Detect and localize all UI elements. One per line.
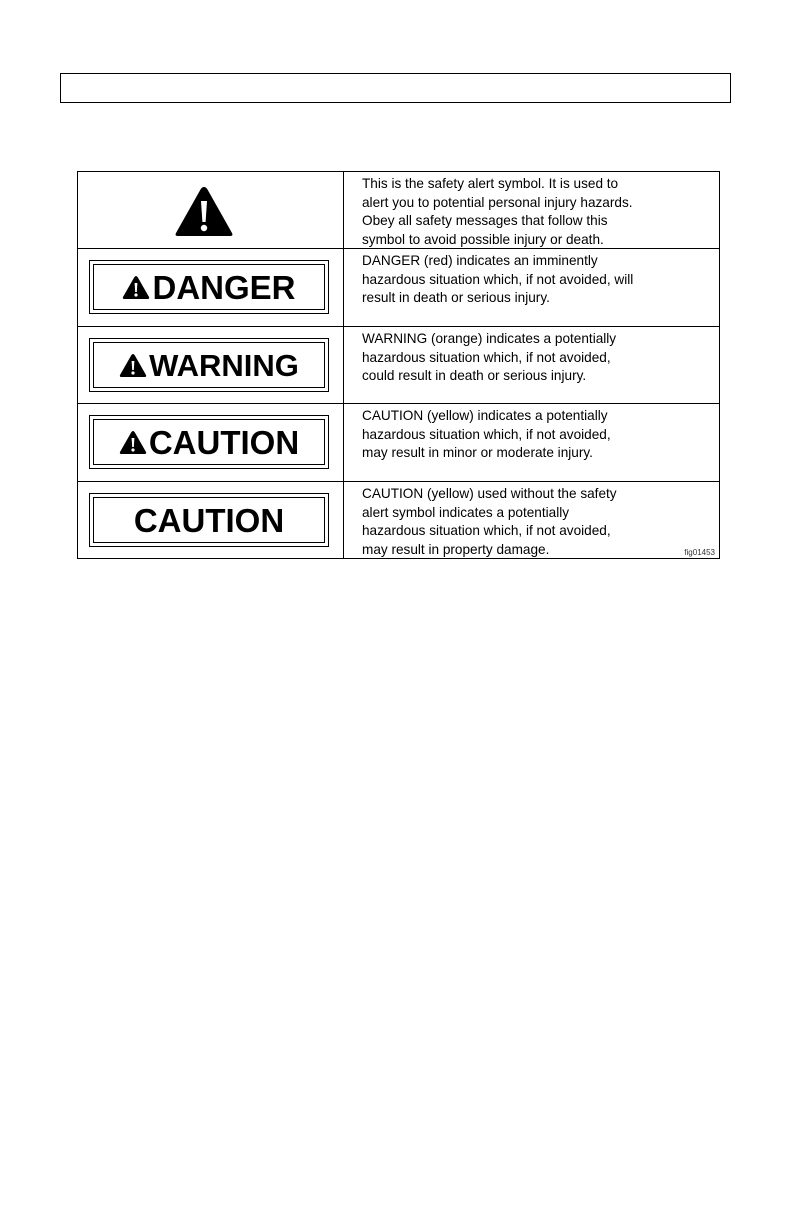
safety-alert-triangle-icon	[173, 184, 235, 239]
description-line: alert symbol indicates a potentially	[362, 504, 570, 520]
safety-alert-triangle-icon	[122, 275, 150, 300]
description-line: WARNING (orange) indicates a potentially	[362, 331, 617, 346]
symbol-cell	[78, 482, 344, 558]
safety-messages-table	[77, 171, 720, 559]
safety-alert-triangle-icon	[119, 430, 147, 455]
signal-word-danger: DANGER	[152, 268, 296, 306]
description-line: hazardous situation which, if not avoided,	[362, 426, 611, 442]
figure-id-label: fig01453	[684, 548, 715, 557]
signal-word-caution: CAUTION	[133, 501, 285, 539]
symbol-cell	[78, 327, 344, 403]
description-line: may result in property damage.	[362, 541, 550, 557]
description-line: hazardous situation which, if not avoided,	[362, 523, 611, 539]
description-cell	[362, 330, 712, 386]
table-row-caution-alert	[78, 404, 719, 482]
description-line: CAUTION (yellow) used without the safety	[362, 486, 617, 501]
table-row-warning	[78, 327, 719, 404]
table-row-caution-plain	[78, 482, 719, 558]
symbol-cell	[78, 404, 344, 481]
description-line: hazardous situation which, if not avoided, will	[362, 271, 634, 287]
description-line: symbol to avoid possible injury or death.	[362, 231, 604, 247]
safety-alert-triangle-icon	[119, 353, 147, 378]
description-line: Obey all safety messages that follow this	[362, 213, 608, 229]
description-line: CAUTION (yellow) indicates a potentially	[362, 408, 608, 423]
symbol-cell	[78, 172, 344, 248]
description-line: This is the safety alert symbol. It is used to	[362, 176, 619, 191]
description-cell	[362, 175, 712, 249]
description-cell	[362, 485, 712, 559]
signal-word-caution: CAUTION	[148, 423, 300, 461]
description-line: could result in death or serious injury.	[362, 368, 587, 384]
caution-plain-signal-panel	[89, 493, 329, 547]
description-cell	[362, 252, 712, 308]
description-line: result in death or serious injury.	[362, 290, 550, 306]
symbol-cell	[78, 249, 344, 326]
header-box	[60, 73, 731, 103]
signal-word-warning: WARNING	[149, 347, 299, 383]
caution-signal-panel	[89, 415, 329, 469]
table-row-safety-alert	[78, 172, 719, 249]
description-line: may result in minor or moderate injury.	[362, 445, 593, 461]
table-row-danger	[78, 249, 719, 327]
description-line: hazardous situation which, if not avoided,	[362, 349, 611, 365]
danger-signal-panel	[89, 260, 329, 314]
description-line: DANGER (red) indicates an imminently	[362, 253, 598, 268]
warning-signal-panel	[89, 338, 329, 392]
description-line: alert you to potential personal injury hazards.	[362, 194, 633, 210]
description-cell	[362, 407, 712, 463]
